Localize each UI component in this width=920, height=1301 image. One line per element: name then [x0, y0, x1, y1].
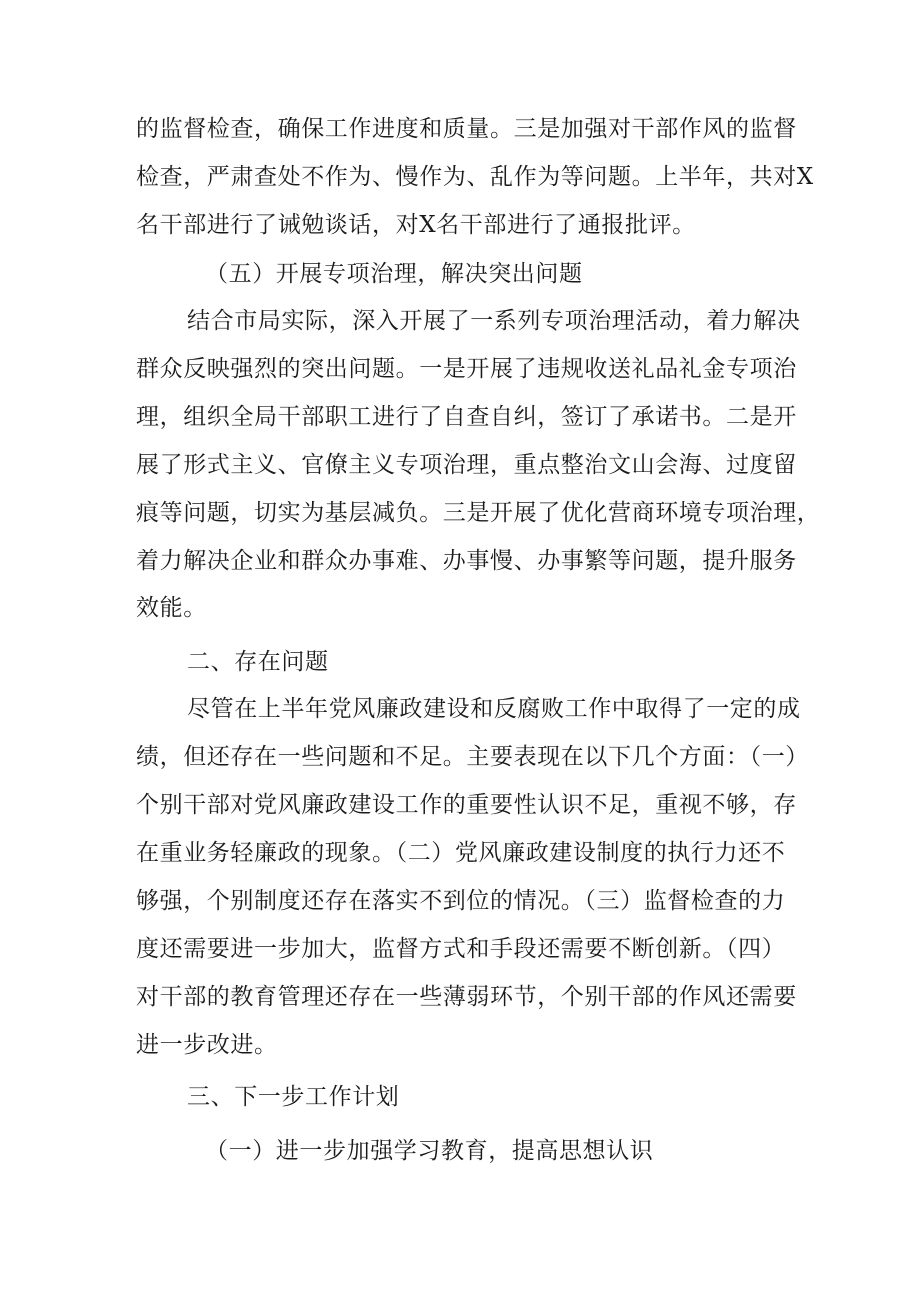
- body-text-line: 着力解决企业和群众办事难、办事慢、办事繁等问题，提升服务: [136, 548, 797, 574]
- section-heading: 三、下一步工作计划: [187, 1084, 400, 1110]
- body-text-line: 够强，个别制度还存在落实不到位的情况。（三）监督检查的力: [136, 888, 786, 914]
- body-text-line: 个别干部对党风廉政建设工作的重要性认识不足，重视不够，存: [136, 792, 797, 818]
- body-text-line: 检查，严肃查处不作为、慢作为、乱作为等问题。上半年，共对X: [136, 164, 814, 190]
- body-text-line: 名干部进行了诫勉谈话，对X名干部进行了通报批评。: [136, 212, 696, 238]
- body-text-line: 痕等问题，切实为基层减负。三是开展了优化营商环境专项治理，: [136, 500, 821, 526]
- subsection-heading: （一）进一步加强学习教育，提高思想认识: [205, 1138, 654, 1164]
- section-heading: （五）开展专项治理，解决突出问题: [205, 261, 583, 287]
- body-text-line: 绩，但还存在一些问题和不足。主要表现在以下几个方面：（一）: [136, 744, 809, 770]
- body-text-line: 度还需要进一步加大，监督方式和手段还需要不断创新。（四）: [136, 936, 786, 962]
- body-text-line: 的监督检查，确保工作进度和质量。三是加强对干部作风的监督: [136, 116, 797, 142]
- section-heading: 二、存在问题: [187, 649, 329, 675]
- body-text-line: 尽管在上半年党风廉政建设和反腐败工作中取得了一定的成: [187, 696, 801, 722]
- body-text-line: 对干部的教育管理还存在一些薄弱环节，个别干部的作风还需要: [136, 984, 797, 1010]
- body-text-line: 进一步改进。: [136, 1032, 278, 1058]
- body-text-line: 效能。: [136, 595, 207, 621]
- body-text-line: 理，组织全局干部职工进行了自查自纠，签订了承诺书。二是开: [136, 404, 797, 430]
- body-text-line: 群众反映强烈的突出问题。一是开展了违规收送礼品礼金专项治: [136, 356, 797, 382]
- body-text-line: 在重业务轻廉政的现象。（二）党风廉政建设制度的执行力还不: [136, 840, 786, 866]
- body-text-line: 结合市局实际，深入开展了一系列专项治理活动，着力解决: [187, 308, 801, 334]
- body-text-line: 展了形式主义、官僚主义专项治理，重点整治文山会海、过度留: [136, 452, 797, 478]
